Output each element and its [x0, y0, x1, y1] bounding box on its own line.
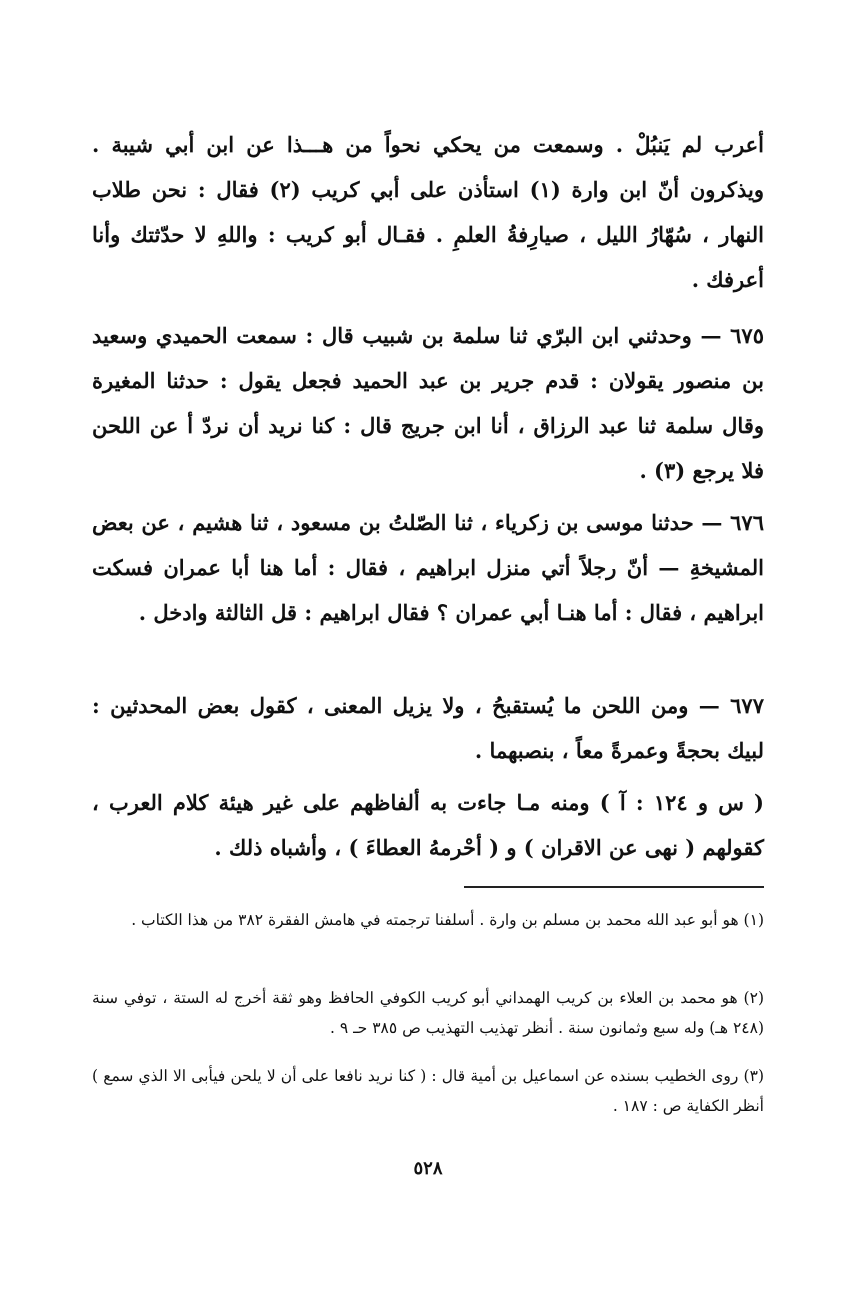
- paragraph-675: ٦٧٥ — وحدثني ابن البرّي ثنا سلمة بن شبيب قال : سمعت الحميدي وسعيد بن منصور يقولان : قدم جرير بن عبد الحميد فجعل يقول : حدثنا المغيرة وقال سلمة ثنا عبد الرزاق ، أنا ابن جريج قال : كنا نريد أن نردّ أ عن اللحن فلا يرجع (٣) .: [92, 323, 764, 483]
- paragraph-676: ٦٧٦ — حدثنا موسى بن زكرياء ، ثنا الصّلتُ بن مسعود ، ثنا هشيم ، عن بعض المشيخةِ — أنّ رجلاً أتي منزل ابراهيم ، فقال : أما هنا أبا عمران فسكت ابراهيم ، فقال : أما هنـا أبي عمران ؟ فقال ابراهيم : قل الثالثة وادخل .: [92, 510, 764, 625]
- footnote-2: (٢) هو محمد بن العلاء بن كريب الهمداني أبو كريب الكوفي الحافظ وهو ثقة أخرج له الستة ، توفي سنة (٢٤٨ هـ) وله سبع وثمانون سنة . أنظر تهذيب التهذيب ص ٣٨٥ حـ ٩ .: [92, 989, 764, 1037]
- paragraph-continuation: أعرب لم يَنبُلْ . وسمعت من يحكي نحواً من هـــذا عن ابن أبي شيبة . ويذكرون أنّ ابن وارة (١) استأذن على أبي كريب (٢) فقال : نحن طلاب النهار ، سُهّارُ الليل ، صيارِفةُ العلمِ . فقـال أبو كريب : واللهِ لا حدّثتك وأنا أعرفك .: [92, 132, 764, 292]
- paragraph-manuscript-ref: ( س و ١٢٤ : آ ) ومنه مـا جاءت به ألفاظهم على غير هيئة كلام العرب ، كقولهم ( نهى عن الاقران ) و ( أحْرمهُ العطاءَ ) ، وأشباه ذلك .: [92, 790, 764, 860]
- paragraph-677: ٦٧٧ — ومن اللحن ما يُستقبحُ ، ولا يزيل المعنى ، كقول بعض المحدثين : لبيك بحجةً وعمرةً معاً ، بنصبهما .: [92, 693, 764, 763]
- footnote-3: (٣) روى الخطيب بسنده عن اسماعيل بن أمية قال : ( كنا نريد نافعا على أن لا يلحن فيأبى الا الذي سمع ) أنظر الكفاية ص : ١٨٧ .: [92, 1067, 764, 1115]
- footnote-1: (١) هو أبو عبد الله محمد بن مسلم بن وارة . أسلفنا ترجمته في هامش الفقرة ٣٨٢ من هذا الكتاب .: [131, 911, 764, 929]
- footnote-divider: [464, 886, 764, 888]
- page-number: ٥٢٨: [413, 1158, 443, 1179]
